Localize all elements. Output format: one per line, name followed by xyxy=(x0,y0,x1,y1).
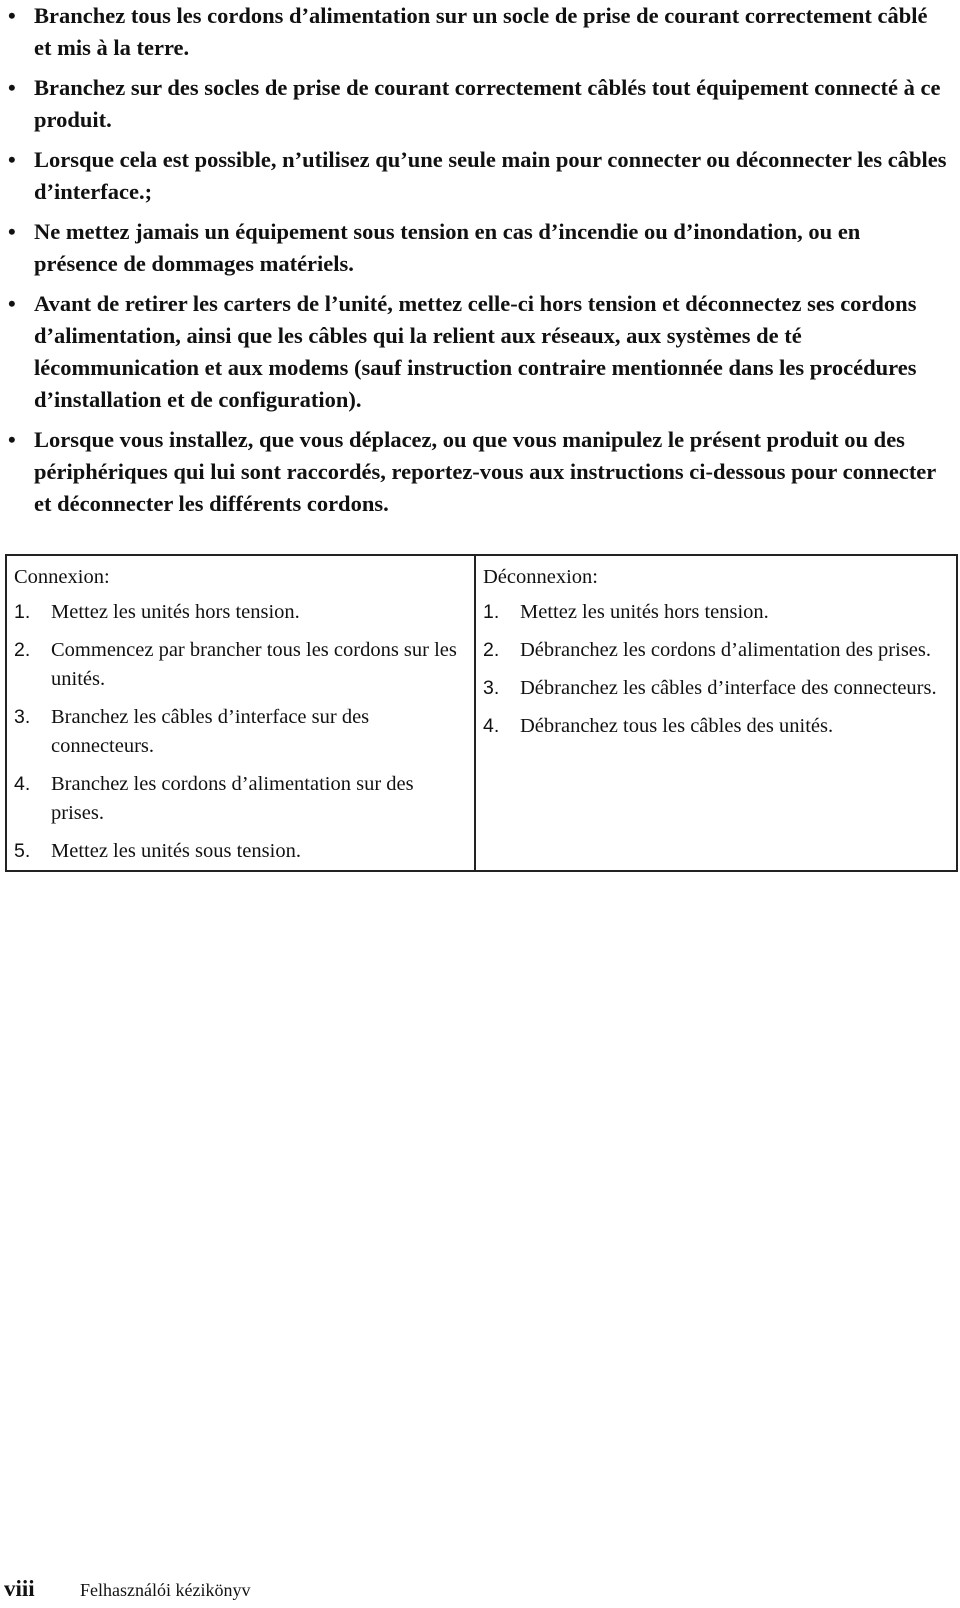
page-footer xyxy=(4,1576,250,1602)
page-number: viii xyxy=(4,1576,35,1601)
step-number: 2. xyxy=(14,639,31,661)
step-number: 4. xyxy=(483,715,500,737)
bullet-item xyxy=(8,288,948,416)
connexion-heading: Connexion: xyxy=(14,566,110,588)
bullet-mark: • xyxy=(8,75,16,100)
connexion-step xyxy=(14,770,466,828)
step-number: 1. xyxy=(483,601,500,623)
safety-bullet-list xyxy=(8,0,948,528)
deconnexion-column xyxy=(476,556,956,870)
step-text: Mettez les unités hors tension. xyxy=(520,601,769,623)
deconnexion-step xyxy=(483,712,948,741)
connexion-step xyxy=(14,598,466,627)
book-title: Felhasználói kézikönyv xyxy=(80,1580,251,1600)
connexion-step xyxy=(14,837,466,866)
step-text: Débranchez les câbles d’interface des connecteurs. xyxy=(520,677,937,699)
bullet-mark: • xyxy=(8,219,16,244)
bullet-text: Lorsque cela est possible, n’utilisez qu’une seule main pour connecter ou déconnecter les câbles d’interface.; xyxy=(34,147,947,204)
step-text: Mettez les unités sous tension. xyxy=(51,840,301,862)
bullet-item xyxy=(8,0,948,64)
deconnexion-heading: Déconnexion: xyxy=(483,566,598,588)
bullet-mark: • xyxy=(8,147,16,172)
step-number: 1. xyxy=(14,601,31,623)
connection-steps-table xyxy=(5,554,958,872)
bullet-text: Branchez tous les cordons d’alimentation sur un socle de prise de courant correctement câblé et mis à la terre. xyxy=(34,3,928,60)
bullet-item xyxy=(8,216,948,280)
bullet-mark: • xyxy=(8,427,16,452)
step-number: 5. xyxy=(14,840,31,862)
deconnexion-step xyxy=(483,674,948,703)
bullet-item xyxy=(8,424,948,520)
bullet-text: Branchez sur des socles de prise de courant correctement câblés tout équipement connecté à ce produit. xyxy=(34,75,941,132)
bullet-mark: • xyxy=(8,291,16,316)
bullet-text: Avant de retirer les carters de l’unité, mettez celle-ci hors tension et déconnectez ses cordons d’alimentation, ainsi que les câbles qui la relient aux réseaux, aux systèmes de té lécommunication et aux modems (sauf instruction contraire mentionnée dans les procédures d’installation et de configuration). xyxy=(34,291,917,412)
step-text: Branchez les cordons d’alimentation sur des prises. xyxy=(51,773,414,824)
connexion-step xyxy=(14,636,466,694)
step-text: Commencez par brancher tous les cordons sur les unités. xyxy=(51,639,457,690)
step-text: Mettez les unités hors tension. xyxy=(51,601,300,623)
deconnexion-step xyxy=(483,636,948,665)
step-text: Débranchez tous les câbles des unités. xyxy=(520,715,834,737)
step-text: Branchez les câbles d’interface sur des connecteurs. xyxy=(51,706,370,757)
bullet-text: Lorsque vous installez, que vous déplacez, ou que vous manipulez le présent produit ou des périphériques qui lui sont raccordés, reportez-vous aux instructions ci-dessous pour connecter et déconnecter les différents cordons. xyxy=(34,427,936,516)
bullet-item xyxy=(8,144,948,208)
connexion-step xyxy=(14,703,466,761)
step-number: 2. xyxy=(483,639,500,661)
bullet-item xyxy=(8,72,948,136)
connexion-column xyxy=(7,556,476,870)
step-number: 3. xyxy=(483,677,500,699)
bullet-mark: • xyxy=(8,3,16,28)
step-number: 3. xyxy=(14,706,31,728)
step-number: 4. xyxy=(14,773,31,795)
step-text: Débranchez les cordons d’alimentation des prises. xyxy=(520,639,932,661)
bullet-text: Ne mettez jamais un équipement sous tension en cas d’incendie ou d’inondation, ou en présence de dommages matériels. xyxy=(34,219,861,276)
deconnexion-step xyxy=(483,598,948,627)
